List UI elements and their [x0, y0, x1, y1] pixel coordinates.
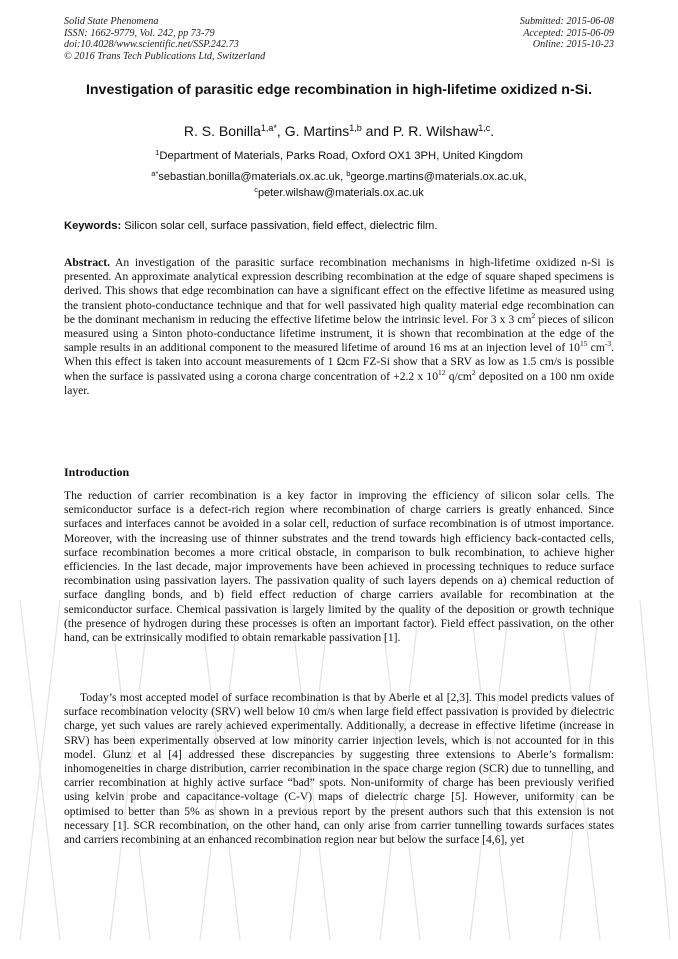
- author-separator: .: [490, 123, 495, 139]
- affiliation-marker: 1: [155, 148, 160, 157]
- keywords: [64, 219, 614, 233]
- affiliation-text: Department of Materials, Parks Road, Oxford OX1 3PH, United Kingdom: [159, 150, 523, 162]
- doi-line: doi:10.4028/www.scientific.net/SSP.242.73: [64, 39, 239, 51]
- abstract: [64, 256, 614, 398]
- author-emails: [64, 169, 614, 201]
- email-marker: a*: [151, 169, 159, 178]
- affiliation: [64, 149, 614, 164]
- abstract-text: deposited on a 100 nm oxide layer.: [64, 369, 614, 397]
- keywords-text: Silicon solar cell, surface passivation, field effect, dielectric film.: [121, 220, 438, 232]
- superscript: -3: [604, 339, 612, 349]
- author-affil-marker: 1,c: [478, 123, 491, 133]
- author-list: [64, 122, 614, 140]
- abstract-text: q/cm: [445, 369, 472, 383]
- author-affil-marker: 1,b: [349, 123, 362, 133]
- email-link[interactable]: george.martins@materials.ox.ac.uk,: [350, 171, 527, 183]
- journal-name: Solid State Phenomena: [64, 16, 159, 27]
- email-link[interactable]: peter.wilshaw@materials.ox.ac.uk: [257, 187, 424, 199]
- intro-paragraph: The reduction of carrier recombination is a key factor in improving the efficiency of silicon solar cells. The semiconductor surface is a defect-rich region where recombination of charge carriers is greatly enhanced. Since surfaces and interfaces cannot be avoided in a solar cell, reduction of surface recombination is of utmost importance. Moreover, with the increasing use of thinner substrates and the trend towards high efficiency back-contacted cells, surface recombination becomes a more critical obstacle, in comparison to bulk recombination, to achieve higher efficiencies. In the last decade, major improvements have been achieved in processing techniques to reduce surface recombination using passivation layers. The passivation quality of such layers depends on a) chemical reduction of surface dangling bonds, and b) field effect reduction of charge carriers available for recombination at the semiconductor surface. Chemical passivation is largely limited by the quality of the deposition or growth technique (the presence of hydrogen during these processes is often an important factor). Field effect passivation, on the other hand, can be extrinsically modified to obtain remarkable passivation [1].: [64, 489, 614, 645]
- author-separator: and: [361, 123, 393, 139]
- journal-header: [64, 16, 265, 62]
- author-name: P. R. Wilshaw: [392, 123, 479, 139]
- email-marker: c: [254, 185, 258, 194]
- accepted-date: Accepted: 2015-06-09: [523, 27, 614, 39]
- issn-line: ISSN: 1662-9779, Vol. 242, pp 73-79: [64, 27, 215, 39]
- dates-header: [520, 16, 614, 51]
- superscript: 2: [471, 367, 476, 377]
- author-separator: ,: [276, 123, 285, 139]
- superscript: 2: [531, 310, 536, 320]
- superscript: 12: [438, 367, 446, 377]
- abstract-text: pieces of silicon measured using a Sinton photo-conductance lifetime instrument, it is shown that recombination at the edge of the sample results in an additional component to the measured lifetime of around 16 ms at an injection level of 10: [64, 312, 614, 355]
- intro-paragraph: Today’s most accepted model of surface recombination is that by Aberle et al [2,3]. This model predicts values of surface recombination velocity (SRV) well below 10 cm/s when large field effect passivation is provided by dielectric charge, yet such values are rarely achieved experimentally. Additionally, a decrease in effective lifetime (increase in SRV) has been experimentally observed at low minority carrier injection levels, which is not accounted for in this model. Glunz et al [4] addressed these discrepancies by suggesting three extensions to Aberle’s formalism: inhomogeneities in charge distribution, carrier recombination in the space charge region (SCR) due to tunnelling, and carrier recombination at highly active surface “bad” spots. Non-uniformity of charge has been previously verified using kelvin probe and capacitance-voltage (C-V) maps of dielectric charge [5]. However, uniformity can be optimised to better than 5% as shown in a previous report by the present authors such that this extension is not necessary [1]. SCR recombination, on the other hand, can only arise from carrier tunnelling towards surfaces states and carriers recombining at an enhanced recombination region near but below the surface [4,6], yet: [64, 691, 614, 847]
- copyright-line: © 2016 Trans Tech Publications Ltd, Switzerland: [64, 50, 266, 62]
- author-affil-marker: 1,a*: [260, 123, 277, 133]
- submitted-date: Submitted: 2015-06-08: [519, 16, 614, 27]
- abstract-text: cm: [587, 341, 605, 355]
- author-name: R. S. Bonilla: [183, 123, 261, 139]
- abstract-label: Abstract.: [64, 256, 111, 269]
- author-name: G. Martins: [284, 123, 350, 139]
- superscript: 15: [579, 339, 588, 349]
- online-date: Online: 2015-10-23: [532, 39, 614, 51]
- email-marker: b: [346, 169, 351, 178]
- abstract-text: . When this effect is taken into account measurements of 1 Ωcm FZ-Si show that a SRV as low as 1.5 cm/s is possible when the surface is passivated using a corona charge concentration of +2.2 x 10: [64, 341, 615, 383]
- section-heading-introduction: Introduction: [64, 465, 130, 479]
- paper-title: Investigation of parasitic edge recombination in high-lifetime oxidized n-Si.: [85, 82, 593, 98]
- email-link[interactable]: sebastian.bonilla@materials.ox.ac.uk,: [158, 171, 347, 183]
- keywords-label: Keywords:: [64, 220, 122, 232]
- abstract-text: An investigation of the parasitic surface recombination mechanisms in high-lifetime oxidized n-Si is presented. An approximate analytical expression describing recombination at the edge of square shaped specimens is derived. This shows that edge recombination can have a significant effect on the effective lifetime as measured using the transient photo-conductance technique and that for well passivated high quality material edge recombination can be the dominant mechanism in reducing the effective lifetime below the intrinsic level. For 3 x 3 cm: [64, 256, 614, 326]
